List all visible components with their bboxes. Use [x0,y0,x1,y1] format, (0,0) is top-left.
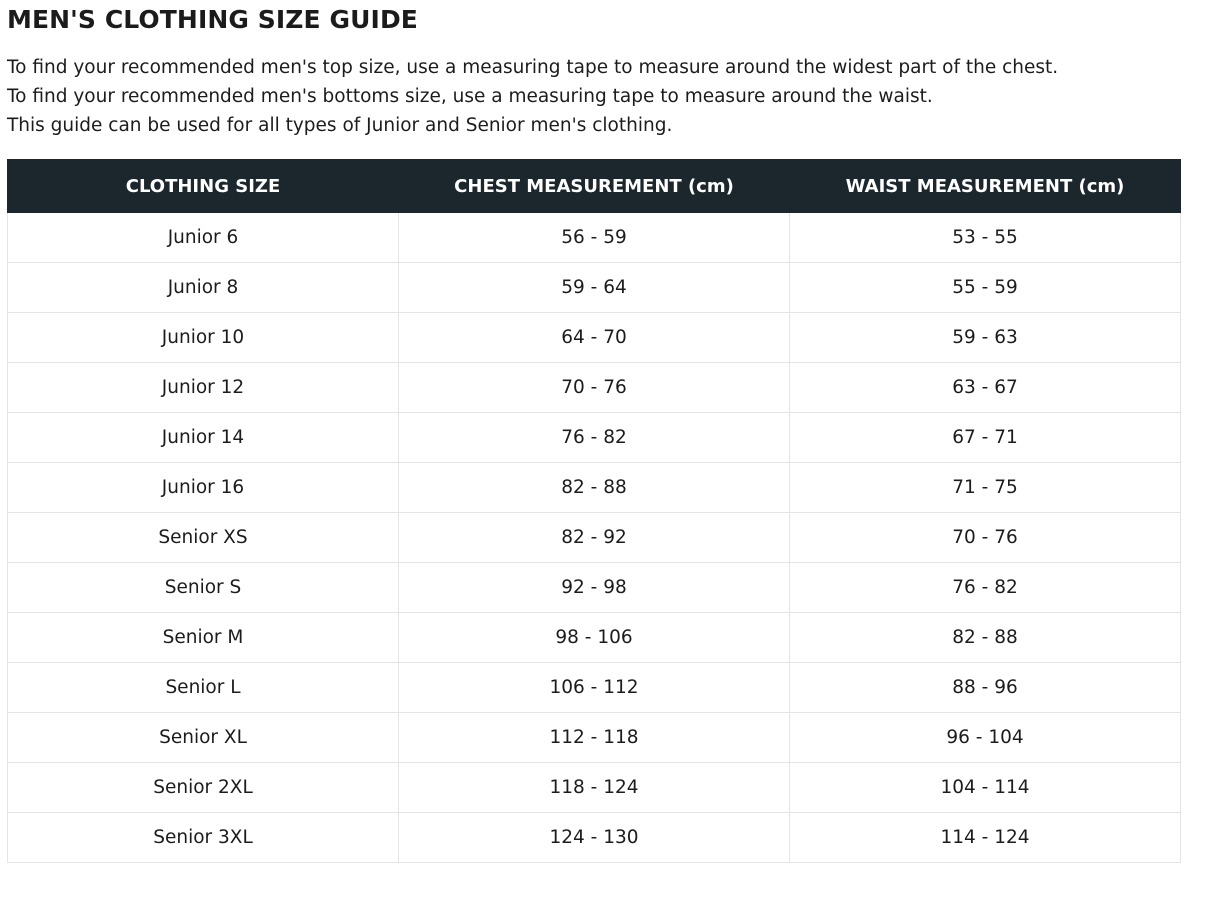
cell-chest-measurement: 106 - 112 [399,663,790,713]
table-row [8,463,1181,513]
cell-chest-measurement: 56 - 59 [399,213,790,263]
table-body [8,213,1181,863]
table-row [8,513,1181,563]
table-row [8,613,1181,663]
size-guide-table [7,159,1181,863]
table-row [8,763,1181,813]
table-row [8,563,1181,613]
column-header-waist-measurement: WAIST MEASUREMENT (cm) [790,160,1181,213]
cell-chest-measurement: 92 - 98 [399,563,790,613]
cell-waist-measurement: 96 - 104 [790,713,1181,763]
table-header-row [8,160,1181,213]
cell-waist-measurement: 76 - 82 [790,563,1181,613]
cell-chest-measurement: 70 - 76 [399,363,790,413]
cell-chest-measurement: 64 - 70 [399,313,790,363]
cell-clothing-size: Junior 14 [8,413,399,463]
cell-chest-measurement: 112 - 118 [399,713,790,763]
cell-chest-measurement: 82 - 92 [399,513,790,563]
intro-text [7,53,1058,140]
table-row [8,213,1181,263]
cell-chest-measurement: 124 - 130 [399,813,790,863]
table-row [8,663,1181,713]
cell-clothing-size: Junior 16 [8,463,399,513]
page-title: MEN'S CLOTHING SIZE GUIDE [7,5,418,34]
cell-clothing-size: Junior 10 [8,313,399,363]
cell-waist-measurement: 104 - 114 [790,763,1181,813]
table-row [8,313,1181,363]
cell-clothing-size: Senior 3XL [8,813,399,863]
cell-chest-measurement: 118 - 124 [399,763,790,813]
cell-chest-measurement: 82 - 88 [399,463,790,513]
cell-clothing-size: Senior L [8,663,399,713]
cell-clothing-size: Senior XL [8,713,399,763]
cell-chest-measurement: 59 - 64 [399,263,790,313]
cell-clothing-size: Junior 12 [8,363,399,413]
cell-clothing-size: Senior S [8,563,399,613]
cell-waist-measurement: 67 - 71 [790,413,1181,463]
cell-waist-measurement: 114 - 124 [790,813,1181,863]
intro-line-top-size: To find your recommended men's top size, use a measuring tape to measure around the widest part of the chest. [7,57,1059,78]
cell-waist-measurement: 53 - 55 [790,213,1181,263]
cell-waist-measurement: 55 - 59 [790,263,1181,313]
intro-line-usage: This guide can be used for all types of Junior and Senior men's clothing. [7,115,673,136]
column-header-clothing-size: CLOTHING SIZE [8,160,399,213]
table-row [8,813,1181,863]
table-row [8,363,1181,413]
cell-waist-measurement: 88 - 96 [790,663,1181,713]
cell-waist-measurement: 82 - 88 [790,613,1181,663]
intro-line-bottoms-size: To find your recommended men's bottoms size, use a measuring tape to measure around the waist. [7,86,933,107]
cell-chest-measurement: 98 - 106 [399,613,790,663]
cell-waist-measurement: 71 - 75 [790,463,1181,513]
cell-waist-measurement: 59 - 63 [790,313,1181,363]
table-row [8,263,1181,313]
cell-chest-measurement: 76 - 82 [399,413,790,463]
cell-waist-measurement: 70 - 76 [790,513,1181,563]
cell-clothing-size: Junior 8 [8,263,399,313]
cell-clothing-size: Senior XS [8,513,399,563]
table-header [8,160,1181,213]
cell-waist-measurement: 63 - 67 [790,363,1181,413]
table-row [8,413,1181,463]
table-row [8,713,1181,763]
cell-clothing-size: Senior 2XL [8,763,399,813]
column-header-chest-measurement: CHEST MEASUREMENT (cm) [399,160,790,213]
cell-clothing-size: Senior M [8,613,399,663]
cell-clothing-size: Junior 6 [8,213,399,263]
